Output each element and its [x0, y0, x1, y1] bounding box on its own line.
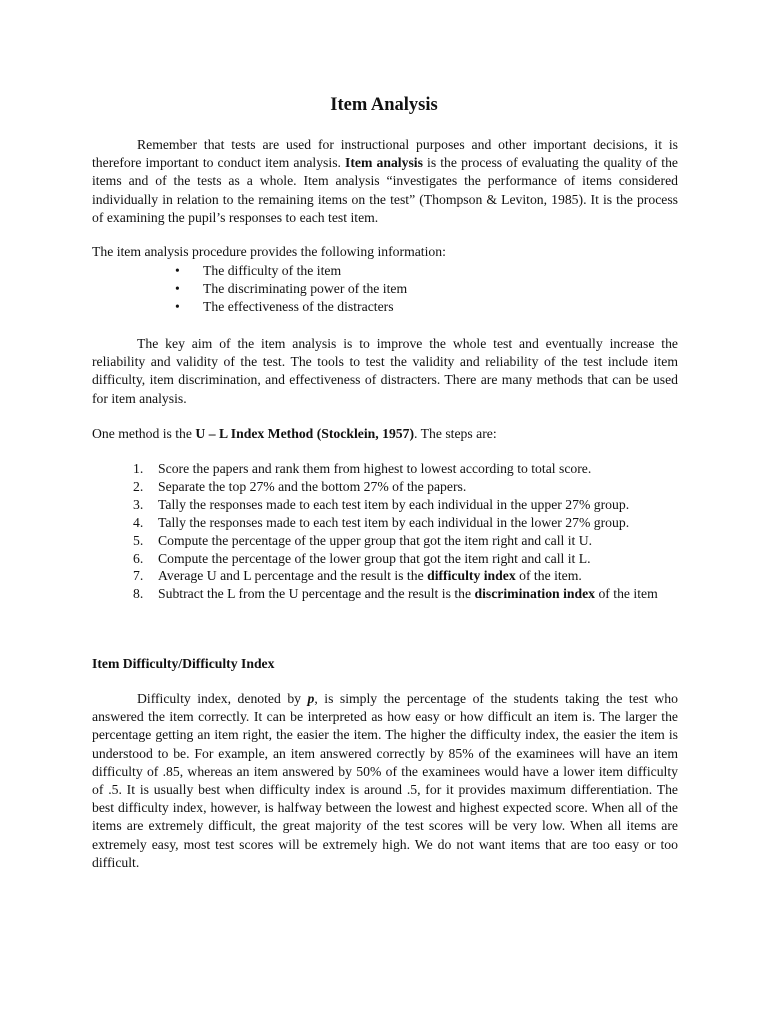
procedure-intro: The item analysis procedure provides the following information: — [92, 244, 446, 259]
step-number: 7. — [133, 568, 144, 584]
method-bold-name: U – L Index Method (Stocklein, 1957) — [195, 426, 415, 441]
bullet-icon: • — [175, 299, 180, 315]
step-item — [133, 567, 679, 585]
step-text-end: of the item. — [515, 568, 582, 584]
step-number: 3. — [133, 496, 144, 512]
step-number: 5. — [133, 532, 144, 548]
method-text-2: . The steps are: — [414, 426, 497, 441]
difficulty-text-1: Difficulty index, denoted by — [137, 691, 308, 706]
intro-text-2: is the process of evaluating the quality of the items and of the tests as a whole. Item analysis “investigates the performance of items considered individually in relation to the remaining items on the test” (Thompson & Leviton, 1985). It is the process of examining the pupil’s responses to each test item. — [92, 155, 679, 225]
step-item — [133, 460, 679, 478]
step-item — [133, 550, 679, 568]
method-paragraph — [92, 425, 678, 443]
step-number: 4. — [133, 514, 144, 530]
step-text: Average U and L percentage and the result is the — [158, 568, 428, 584]
section-heading: Item Difficulty/Difficulty Index — [92, 656, 275, 671]
step-text: Subtract the L from the U percentage and the result is the — [158, 586, 475, 602]
bullet-text: The discriminating power of the item — [203, 281, 408, 297]
step-text: Score the papers and rank them from highest to lowest according to total score. — [158, 461, 592, 476]
difficulty-index-term: difficulty index — [427, 568, 516, 584]
step-item — [133, 478, 679, 496]
p-symbol: p — [307, 691, 315, 706]
step-number: 2. — [133, 478, 144, 494]
method-text-1: One method is the — [92, 426, 196, 441]
difficulty-paragraph — [92, 690, 678, 872]
bullet-icon: • — [175, 281, 180, 297]
step-text: Compute the percentage of the upper group that got the item right and call it U. — [158, 532, 593, 548]
list-item — [175, 262, 575, 280]
step-item — [133, 532, 679, 550]
discrimination-index-term: discrimination index — [474, 586, 596, 602]
list-item — [175, 280, 575, 298]
step-text: Compute the percentage of the lower group that got the item right and call it L. — [158, 550, 591, 566]
step-number: 1. — [133, 461, 144, 476]
intro-paragraph — [92, 136, 678, 227]
intro-bold-term: Item analysis — [345, 155, 423, 171]
information-list — [175, 262, 575, 317]
step-text: Tally the responses made to each test item by each individual in the upper 27% group. — [158, 496, 630, 512]
bullet-text: The difficulty of the item — [203, 263, 342, 278]
difficulty-text-2: , is simply the percentage of the students taking the test who answered the item correctly. It can be interpreted as how easy or how difficult an item is. The larger the percentage getting an item right, the easier the item. The higher the difficulty index, the easier the item is understood to be. For example, an item answered correctly by 85% of the examinees will have an item difficulty of .85, whereas an item answered by 50% of the examinees would have a lower item difficulty of .5. It is usually best when difficulty index is around .5, for it provides maximum differentiation. The best difficulty index, however, is halfway between the lowest and highest expected score. When all of the items are extremely difficult, the great majority of the test scores will be very low. When all items are extremely easy, most test scores will be extremely high. We do not want items that are too easy or too difficult. — [92, 691, 678, 870]
steps-list — [133, 460, 679, 603]
step-item — [133, 585, 679, 603]
document-title: Item Analysis — [330, 95, 438, 115]
step-number: 8. — [133, 586, 144, 602]
step-item — [133, 514, 679, 532]
step-text: Tally the responses made to each test item by each individual in the lower 27% group. — [158, 514, 630, 530]
bullet-text: The effectiveness of the distracters — [203, 299, 394, 315]
step-text-end: of the item — [595, 586, 658, 602]
intro-text-1: Remember that tests are used for instructional purposes and other important decisions, it is therefore important to conduct item analysis. — [92, 137, 678, 171]
step-item — [133, 496, 679, 514]
list-item — [175, 298, 575, 316]
bullet-icon: • — [175, 263, 180, 278]
step-number: 6. — [133, 550, 144, 566]
key-aim-paragraph: The key aim of the item analysis is to improve the whole test and eventually increase the reliability and validity of the test. The tools to test the validity and reliability of the test include item difficulty, item discrimination, and effectiveness of distracters. There are many methods that can be used for item analysis. — [92, 336, 678, 406]
step-text: Separate the top 27% and the bottom 27% of the papers. — [158, 478, 467, 494]
